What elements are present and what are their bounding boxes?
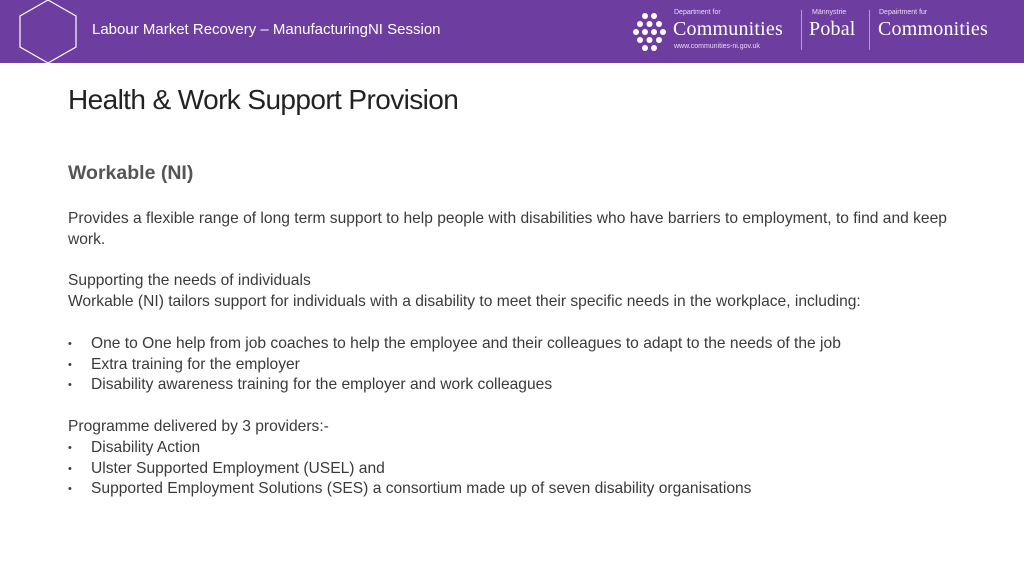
dots-logo-icon	[632, 12, 668, 52]
subheading: Workable (NI)	[68, 162, 194, 184]
dfc-big-text: Communities	[673, 18, 783, 40]
list-item	[68, 355, 988, 376]
list-item	[68, 479, 988, 500]
commonities-big-text: Commonities	[878, 18, 988, 40]
list-item-text: Disability Action	[91, 438, 201, 456]
pobal-small-text: Männystrie	[812, 9, 847, 16]
list-item	[68, 375, 988, 396]
slide-content	[68, 160, 988, 500]
commonities-small-text: Depairtment fur	[879, 9, 928, 16]
provider-bullet-list	[68, 438, 988, 500]
session-title: Labour Market Recovery – ManufacturingNI Session	[92, 21, 441, 38]
pobal-big-text: Pobal	[809, 18, 856, 40]
list-item-text: Supported Employment Solutions (SES) a consortium made up of seven disability organisations	[91, 480, 752, 498]
bullet-icon: •	[68, 441, 72, 454]
list-item-text: Extra training for the employer	[91, 355, 300, 373]
bullet-icon: •	[68, 358, 72, 371]
dfc-url-text: www.communities-ni.gov.uk	[674, 43, 760, 50]
bullet-icon: •	[68, 483, 72, 496]
intro-paragraph: Provides a flexible range of long term support to help people with disabilities who have barriers to employment, to find and keep work.	[68, 210, 947, 248]
list-item	[68, 438, 988, 459]
providers-heading: Programme delivered by 3 providers:-	[68, 417, 329, 435]
support-bullet-list	[68, 334, 988, 396]
needs-paragraph: Workable (NI) tailors support for individuals with a disability to meet their specific needs in the workplace, including:	[68, 293, 861, 311]
list-item-text: Ulster Supported Employment (USEL) and	[91, 459, 385, 477]
list-item-text: Disability awareness training for the employer and work colleagues	[91, 376, 553, 394]
list-item	[68, 459, 988, 480]
list-item-text: One to One help from job coaches to help the employee and their colleagues to adapt to the needs of the job	[91, 334, 841, 352]
list-item	[68, 334, 988, 355]
bullet-icon: •	[68, 337, 72, 350]
needs-heading: Supporting the needs of individuals	[68, 272, 311, 290]
dfc-logo	[632, 9, 802, 55]
header-banner	[0, 0, 1024, 63]
bullet-icon: •	[68, 379, 72, 392]
logo-divider	[869, 10, 870, 50]
logo-divider	[801, 10, 802, 50]
bullet-icon: •	[68, 462, 72, 475]
hexagon-icon	[18, 0, 78, 63]
slide-title: Health & Work Support Provision	[68, 84, 459, 115]
dfc-small-text: Department for	[674, 9, 721, 16]
